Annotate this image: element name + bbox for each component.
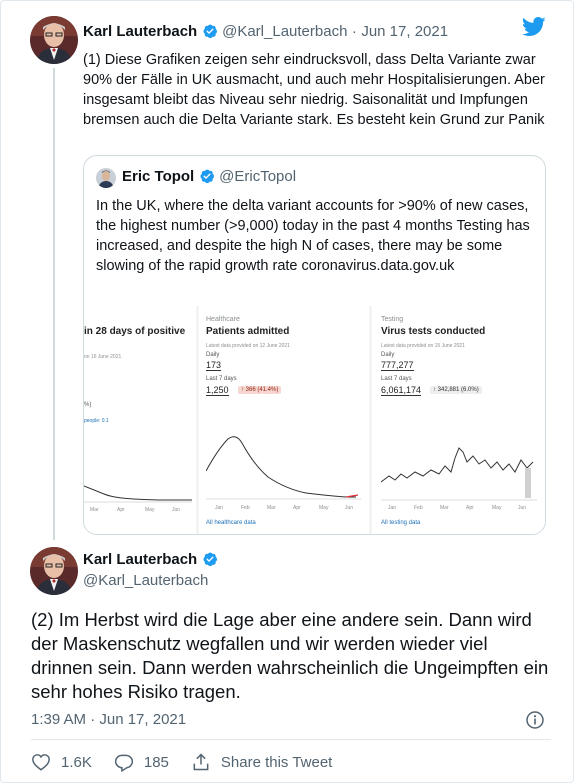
quoted-tweet-image[interactable] <box>84 306 546 535</box>
tweet1-text: (1) Diese Grafiken zeigen sehr eindrucksvoll, dass Delta Variante zwar 90% der Fälle in UK ausmacht, und auch mehr Hospitalisierungen. Aber insgesamt bleibt das Niveau sehr niedrig. Saisonalität und Impfungen bremsen auch die Delta Variante stark. Es besteht kein Grund zur Panik <box>83 52 545 128</box>
panel2-date-note: Latest data provided on 12 June 2021 <box>206 343 290 349</box>
avatar-eric-topol[interactable] <box>96 168 116 188</box>
panel3-week-label: Last 7 days <box>381 376 412 382</box>
panel1-month-label: Jun <box>172 507 181 513</box>
tweet2-author-name-row <box>83 551 218 572</box>
reply-count: 185 <box>143 753 169 771</box>
panel2-tag: Healthcare <box>206 316 240 323</box>
tweet2-timestamp[interactable]: 1:39 AM · Jun 17, 2021 <box>31 711 187 728</box>
panel1-fragment-1: %) <box>84 402 92 408</box>
panel1-line-chart <box>84 446 196 506</box>
panel1-month-label: Apr <box>117 507 125 513</box>
panel2-month-label: Jan <box>215 505 224 511</box>
quoted-author-handle[interactable]: @EricTopol <box>219 168 297 185</box>
dashboard-panel-cases <box>84 306 196 535</box>
tweet2-author-name[interactable]: Karl Lauterbach <box>83 551 198 568</box>
tweet1-author-name[interactable]: Karl Lauterbach <box>83 23 198 40</box>
panel3-week-value: 6,061,174 <box>381 385 422 395</box>
avatar-karl-lauterbach[interactable] <box>30 16 78 64</box>
panel1-date-note: on 16 June 2021 <box>84 354 122 360</box>
info-icon[interactable] <box>526 711 544 734</box>
panel3-line-chart <box>381 446 541 502</box>
panel2-daily-value: 173 <box>206 360 222 370</box>
panel3-title: Virus tests conducted <box>381 326 486 337</box>
panel3-daily-label: Daily <box>381 352 395 358</box>
panel1-title: in 28 days of positive <box>84 326 186 337</box>
avatar-karl-lauterbach[interactable] <box>30 547 78 595</box>
panel3-change-badge: ↑ 342,881 (6.0%) <box>430 386 482 394</box>
tweet-actions-bar <box>31 751 354 773</box>
panel3-tag: Testing <box>381 316 404 323</box>
panel1-month-label: May <box>145 507 155 513</box>
tweet1-author-handle[interactable]: @Karl_Lauterbach <box>222 23 348 40</box>
tweet2-text: (2) Im Herbst wird die Lage aber eine andere sein. Dann wird der Maskenschutz wegfallen und wir werden wieder viel drinnen sein. Dann werden wahrscheinlich die Ungeimpften ein sehr hohes Risiko tragen. <box>31 609 549 702</box>
panel2-month-label: Jun <box>345 505 354 511</box>
divider <box>31 739 551 740</box>
reply-icon <box>114 753 134 772</box>
verified-badge-icon <box>199 168 215 189</box>
tweet1-header <box>83 23 448 44</box>
quoted-author-name[interactable]: Eric Topol <box>122 168 195 185</box>
panel3-month-label: May <box>492 505 502 511</box>
like-count: 1.6K <box>61 753 92 771</box>
like-button[interactable] <box>31 753 92 771</box>
tweet1-separator: · <box>351 23 357 40</box>
quoted-tweet-text: In the UK, where the delta variant accounts for >90% of new cases, the highest number (>9,000) today in the past 4 months Testing has increased, and despite the high N of cases, there may be some slowing of the rapid growth rate coronavirus.data.gov.uk <box>96 198 530 274</box>
share-label: Share this Tweet <box>220 753 333 771</box>
quoted-tweet[interactable] <box>83 155 546 535</box>
tweet1-date[interactable]: Jun 17, 2021 <box>361 23 449 40</box>
panel2-month-label: Feb <box>241 505 250 511</box>
share-icon <box>191 752 211 772</box>
dashboard-panel-healthcare <box>199 306 369 535</box>
reply-button[interactable] <box>114 753 169 772</box>
twitter-bird-icon[interactable] <box>522 17 546 42</box>
panel2-all-data-link[interactable]: All healthcare data <box>206 520 256 526</box>
panel3-month-label: Apr <box>466 505 474 511</box>
heart-icon <box>31 753 51 771</box>
panel1-month-label: Mar <box>90 507 99 513</box>
panel2-week-value: 1,250 <box>206 385 229 395</box>
panel3-all-data-link[interactable]: All testing data <box>381 520 421 526</box>
verified-badge-icon <box>202 551 218 572</box>
panel2-change-badge: ↑ 366 (41.4%) <box>238 386 281 394</box>
panel3-month-label: Jan <box>388 505 397 511</box>
panel2-week-label: Last 7 days <box>206 376 237 382</box>
panel2-line-chart <box>206 431 364 501</box>
panel3-month-label: Jun <box>518 505 527 511</box>
verified-badge-icon <box>202 23 218 44</box>
panel2-month-label: Mar <box>267 505 276 511</box>
quoted-tweet-header <box>122 168 296 189</box>
panel2-daily-label: Daily <box>206 352 220 358</box>
thread-connector-line <box>53 68 55 540</box>
panel3-daily-value: 777,277 <box>381 360 414 370</box>
panel2-month-label: May <box>319 505 329 511</box>
share-button[interactable] <box>191 752 332 772</box>
dashboard-panel-testing <box>372 306 546 535</box>
panel3-month-label: Mar <box>440 505 449 511</box>
tweet2-author-handle[interactable]: @Karl_Lauterbach <box>83 572 209 589</box>
panel2-month-label: Apr <box>293 505 301 511</box>
panel3-date-note: Latest data provided on 15 June 2021 <box>381 343 465 349</box>
panel3-month-label: Feb <box>414 505 423 511</box>
panel2-title: Patients admitted <box>206 326 290 337</box>
panel1-fragment-2: people: 0.1 <box>84 418 109 424</box>
